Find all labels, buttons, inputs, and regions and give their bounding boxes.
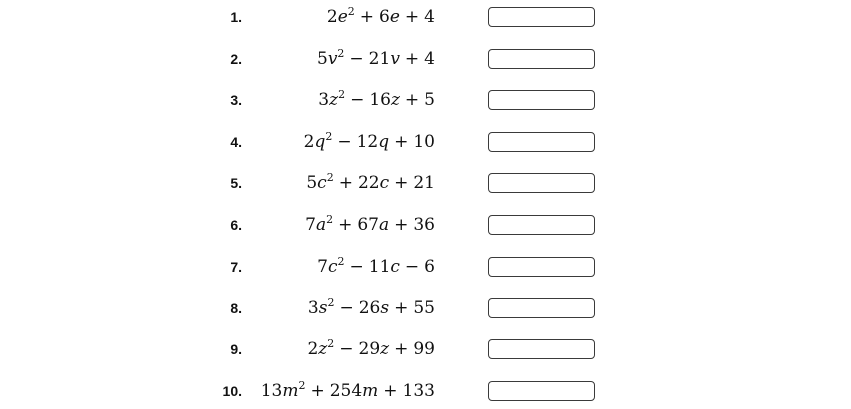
variable: s <box>380 298 390 318</box>
coefficient-b: 22 <box>357 173 380 193</box>
answer-input[interactable] <box>488 173 595 193</box>
problem-expression <box>261 376 435 406</box>
coefficient-b: 6 <box>379 7 390 27</box>
answer-input[interactable] <box>488 381 595 401</box>
variable: m <box>282 381 299 401</box>
operator: + <box>394 298 409 318</box>
problem-expression <box>308 293 435 323</box>
problem-expression <box>304 127 435 157</box>
exponent: 2 <box>337 255 345 268</box>
exponent: 2 <box>326 171 334 184</box>
problem-expression <box>307 334 435 364</box>
variable: a <box>315 215 327 235</box>
problem-number: 9. <box>230 341 242 357</box>
coefficient-b: 16 <box>369 90 391 110</box>
answer-input[interactable] <box>488 90 595 110</box>
exponent: 2 <box>327 337 335 350</box>
constant-term: 133 <box>402 381 435 401</box>
constant-term: 4 <box>424 49 435 69</box>
problem-row <box>0 334 851 364</box>
problem-number: 8. <box>230 300 242 316</box>
problem-expression <box>305 210 435 240</box>
problem-number: 4. <box>230 134 242 150</box>
variable: v <box>327 49 338 69</box>
exponent: 2 <box>298 379 306 392</box>
exponent: 2 <box>327 296 335 309</box>
constant-term: 99 <box>413 339 435 359</box>
operator: + <box>338 215 353 235</box>
coefficient-a: 2 <box>307 339 319 359</box>
coefficient-a: 2 <box>326 7 338 27</box>
variable: z <box>318 339 328 359</box>
answer-input[interactable] <box>488 257 595 277</box>
constant-term: 36 <box>413 215 435 235</box>
problem-row <box>0 376 851 406</box>
answer-input[interactable] <box>488 49 595 69</box>
exponent: 2 <box>337 47 345 60</box>
variable: e <box>389 7 400 27</box>
variable: q <box>314 132 326 152</box>
exponent: 2 <box>347 5 355 18</box>
coefficient-b: 11 <box>368 257 391 277</box>
problem-number: 6. <box>230 217 242 233</box>
operator: − <box>349 257 364 277</box>
operator: + <box>404 7 420 27</box>
variable: z <box>329 90 339 110</box>
answer-input[interactable] <box>488 215 595 235</box>
coefficient-a: 3 <box>307 298 319 318</box>
operator: + <box>394 173 409 193</box>
problem-expression <box>318 85 435 115</box>
operator: − <box>339 339 354 359</box>
constant-term: 55 <box>413 298 435 318</box>
operator: − <box>339 298 354 318</box>
problem-row <box>0 210 851 240</box>
problem-row <box>0 85 851 115</box>
problem-number: 7. <box>230 259 242 275</box>
coefficient-a: 5 <box>316 49 328 69</box>
coefficient-b: 67 <box>357 215 379 235</box>
operator: + <box>394 132 409 152</box>
coefficient-a: 13 <box>260 381 283 401</box>
operator: − <box>337 132 352 152</box>
operator: + <box>383 381 398 401</box>
problem-number: 2. <box>230 51 242 67</box>
coefficient-b: 254 <box>329 381 363 401</box>
variable: z <box>390 90 400 110</box>
operator: + <box>359 7 375 27</box>
problem-number: 10. <box>222 383 242 399</box>
constant-term: 10 <box>413 132 435 152</box>
coefficient-b: 21 <box>368 49 391 69</box>
constant-term: 5 <box>424 90 435 110</box>
constant-term: 6 <box>424 257 435 277</box>
answer-input[interactable] <box>488 132 595 152</box>
variable: c <box>390 257 400 277</box>
operator: − <box>404 257 420 277</box>
variable: c <box>317 173 327 193</box>
problem-number: 1. <box>230 9 242 25</box>
problem-expression <box>306 168 435 198</box>
operator: + <box>394 339 409 359</box>
operator: + <box>310 381 325 401</box>
problem-row <box>0 2 851 32</box>
variable: c <box>327 257 338 277</box>
coefficient-a: 7 <box>317 257 328 277</box>
coefficient-a: 2 <box>303 132 315 152</box>
exponent: 2 <box>326 213 334 226</box>
problem-expression <box>317 252 435 282</box>
problem-number: 3. <box>230 92 242 108</box>
operator: + <box>394 215 409 235</box>
answer-input[interactable] <box>488 298 595 318</box>
operator: + <box>404 49 420 69</box>
coefficient-a: 3 <box>318 90 330 110</box>
problem-row <box>0 44 851 74</box>
problem-row <box>0 252 851 282</box>
variable: c <box>379 173 390 193</box>
constant-term: 21 <box>413 173 435 193</box>
variable: m <box>362 381 379 401</box>
operator: + <box>338 173 353 193</box>
problem-row <box>0 127 851 157</box>
problem-expression <box>327 2 435 32</box>
operator: + <box>404 90 420 110</box>
variable: v <box>390 49 400 69</box>
operator: − <box>349 49 364 69</box>
constant-term: 4 <box>424 7 435 27</box>
coefficient-b: 29 <box>358 339 381 359</box>
exponent: 2 <box>338 88 346 101</box>
problem-row <box>0 168 851 198</box>
coefficient-b: 26 <box>358 298 381 318</box>
coefficient-a: 5 <box>306 173 318 193</box>
operator: − <box>350 90 365 110</box>
problem-expression <box>317 44 435 74</box>
problem-number: 5. <box>230 175 242 191</box>
coefficient-a: 7 <box>305 215 316 235</box>
coefficient-b: 12 <box>356 132 379 152</box>
problem-row <box>0 293 851 323</box>
variable: a <box>378 215 390 235</box>
variable: z <box>380 339 390 359</box>
answer-input[interactable] <box>488 339 595 359</box>
variable: q <box>378 132 390 152</box>
variable: s <box>318 298 328 318</box>
variable: e <box>337 7 348 27</box>
exponent: 2 <box>325 130 333 143</box>
answer-input[interactable] <box>488 7 595 27</box>
